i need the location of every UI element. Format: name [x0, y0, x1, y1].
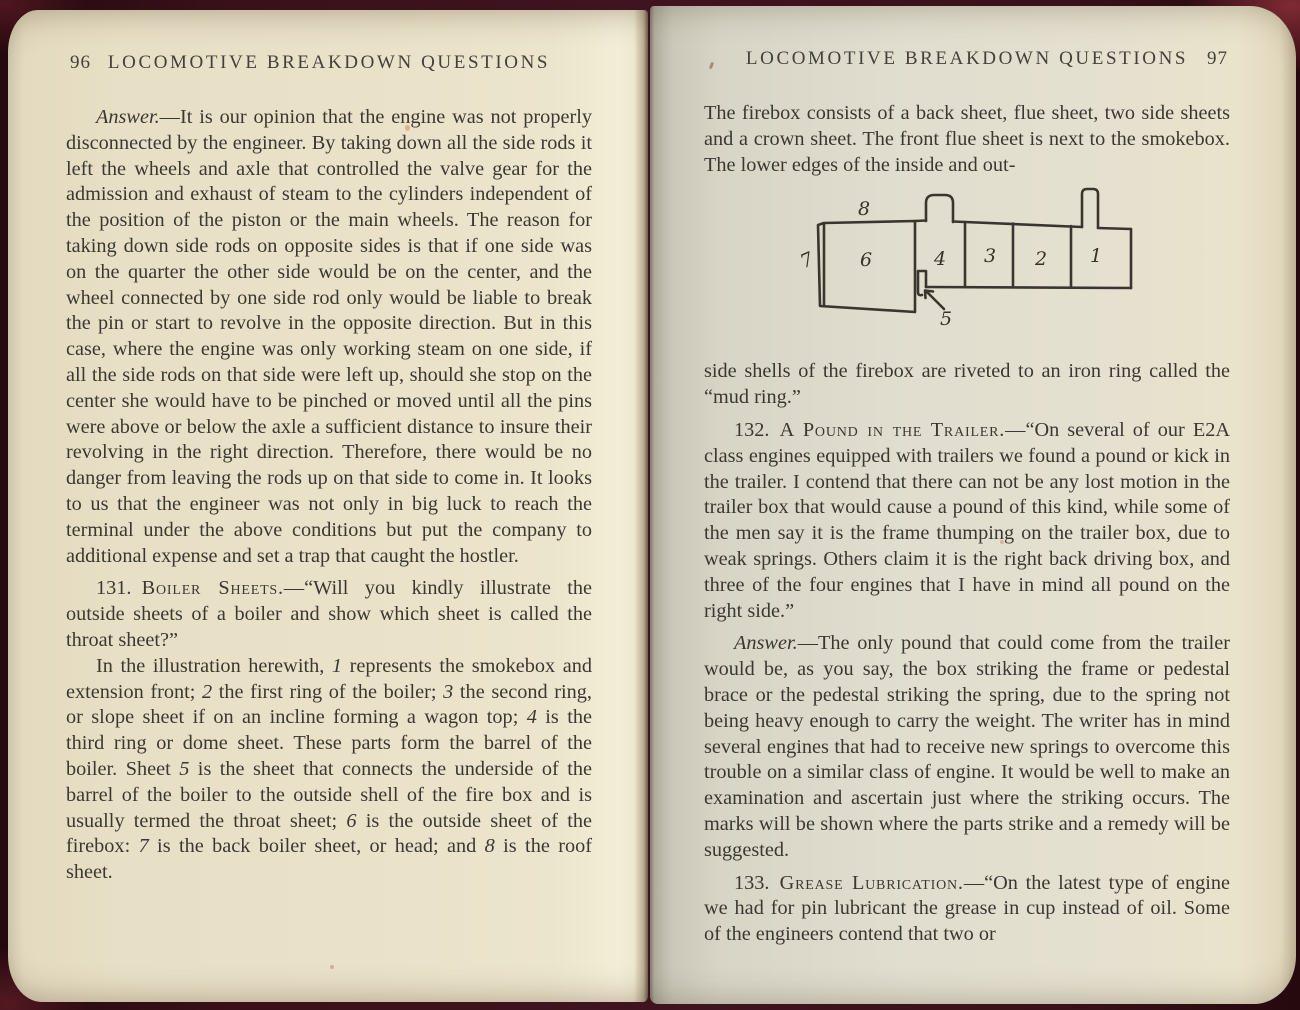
- text-segment: —“On the latest type of engine we had for pin lubricant the grease in cup instead of oil. Some of the engineers contend that two or: [704, 871, 1231, 946]
- text-segment: 4: [526, 706, 537, 729]
- paragraph: [66, 654, 592, 886]
- text-segment: is the back boiler sheet, or head; and: [148, 835, 485, 858]
- diagram-label-5: 5: [940, 308, 953, 328]
- diagram-label-7: 7: [798, 248, 817, 274]
- arrow-to-throat-sheet: [925, 291, 944, 310]
- text-segment: Boiler Sheets.: [141, 577, 284, 600]
- diagram-label-8: 8: [858, 198, 871, 221]
- text-segment: the second ring, or slope sheet if on an incline forming a wagon top;: [66, 680, 592, 729]
- steam-dome: [926, 195, 953, 222]
- left-page-number: 96: [70, 52, 91, 73]
- text-segment: In the illustration herewith,: [96, 654, 332, 677]
- text-segment: side shells of the firebox are riveted to an iron ring called the “mud ring.”: [704, 360, 1230, 409]
- right-running-title: LOCOMOTIVE BREAKDOWN QUESTIONS: [745, 48, 1189, 69]
- barrel-bottom: [926, 287, 1131, 288]
- diagram-label-4: 4: [934, 248, 947, 271]
- left-running-title: LOCOMOTIVE BREAKDOWN QUESTIONS: [107, 52, 551, 73]
- text-segment: Answer.: [96, 106, 160, 128]
- text-segment: 3: [443, 680, 454, 703]
- smokestack: [1082, 189, 1098, 228]
- text-segment: represents the smokebox and extension front;: [66, 654, 592, 703]
- paragraph: [704, 359, 1230, 411]
- boiler-diagram: [798, 185, 1230, 332]
- text-segment: the first ring of the boiler;: [212, 680, 444, 703]
- paragraph: [704, 418, 1230, 624]
- text-segment: Grease Lubrication.: [779, 871, 964, 894]
- text-segment: —“Will you kindly illustrate the outside sheets of a boiler and show which sheet is called the throat sheet?”: [66, 577, 592, 651]
- paragraph: [66, 105, 592, 569]
- text-segment: —The only pound that could come from the trailer would be, as you say, the box striking the frame or pedestal brace or the pedestal striking the spring, due to the spring not being heavy enough to carry the weight. The writer has in mind several engines that had to receive new springs to overcome this trouble on a similar class of engine. It would be well to make an examination and ascertain just where the striking occurs. The marks will be shown where the parts strike and a remedy will be suggested.: [704, 632, 1230, 861]
- text-segment: 5: [179, 757, 190, 780]
- paragraph: [704, 871, 1230, 948]
- diagram-label-6: 6: [860, 249, 873, 272]
- text-segment: —It is our opinion that the engine was not properly disconnected by the engineer. By taking down all the side rods it left the wheels and axle that controlled the valve gear for the admission and exhaust of steam to the cylinders independent of the position of the piston or the main wheels. The reason for taking down side rods on opposite sides is that if one side was on the quarter the other side would be on the center, and the wheel connected by one side rod only would be liable to break the pin or start to revolve in the opposite direction. But in this case, where the engine was only working steam on one side, if all the side rods on that side were left up, should she stop on the center she would have to be pinched or moved until all the pins were above or below the axle a sufficient distance to insure their revolving in the right direction. Therefore, there would be no danger from leaving the rods up on that side to come in. It looks to us that the engineer was not only in big luck to reach the terminal under the above conditions but put the company to additional expense and set a trap that caught the hostler.: [66, 106, 592, 567]
- left-page-header: [66, 52, 592, 78]
- right-page-number: 97: [1207, 48, 1228, 69]
- text-segment: A Pound in the Trailer.: [779, 418, 1006, 441]
- left-page: [8, 10, 648, 1002]
- paragraph: [704, 631, 1230, 863]
- right-page-header: [704, 48, 1230, 74]
- boiler-diagram-svg: [798, 185, 1158, 327]
- text-segment: is the outside sheet of the firebox:: [66, 809, 593, 858]
- left-page-text: [66, 105, 592, 886]
- text-segment: 132.: [734, 418, 780, 441]
- text-segment: 6: [346, 809, 357, 832]
- text-segment: The firebox consists of a back sheet, flue sheet, two side sheets and a crown sheet. The front flue sheet is next to the smokebox. The lower edges of the inside and out-: [704, 102, 1230, 176]
- diagram-label-1: 1: [1090, 245, 1103, 268]
- text-segment: is the sheet that connects the underside of the barrel of the boiler to the outside shell of the fire box and is usually termed the throat sheet;: [66, 757, 592, 832]
- text-segment: 8: [484, 835, 495, 858]
- text-segment: 133.: [734, 871, 780, 894]
- text-segment: is the third ring or dome sheet. These parts form the barrel of the boiler. Sheet: [66, 706, 592, 780]
- paragraph: [66, 576, 592, 653]
- right-page: [650, 6, 1296, 1004]
- text-segment: 2: [202, 680, 213, 703]
- right-page-text-top: [704, 101, 1230, 178]
- text-segment: is the roof sheet.: [66, 835, 592, 884]
- text-segment: 7: [138, 835, 149, 858]
- diagram-label-2: 2: [1035, 248, 1048, 271]
- diagram-label-3: 3: [984, 245, 997, 268]
- paragraph: [704, 101, 1230, 178]
- text-segment: 131.: [96, 577, 142, 600]
- right-page-text-bottom: [704, 359, 1230, 948]
- text-segment: 1: [331, 654, 343, 677]
- text-segment: Answer.: [734, 632, 798, 655]
- text-segment: —“On several of our E2A class engines equipped with trailers we found a pound or kick in the trailer. I contend that there can not be any lost motion in the trailer box that would cause a pound of this kind, while some of the men say it is the frame thumping on the trailer box, due to weak springs. Others claim it is the right back driving box, and three of the four engines that I have in mind all pound on the right side.”: [704, 418, 1230, 622]
